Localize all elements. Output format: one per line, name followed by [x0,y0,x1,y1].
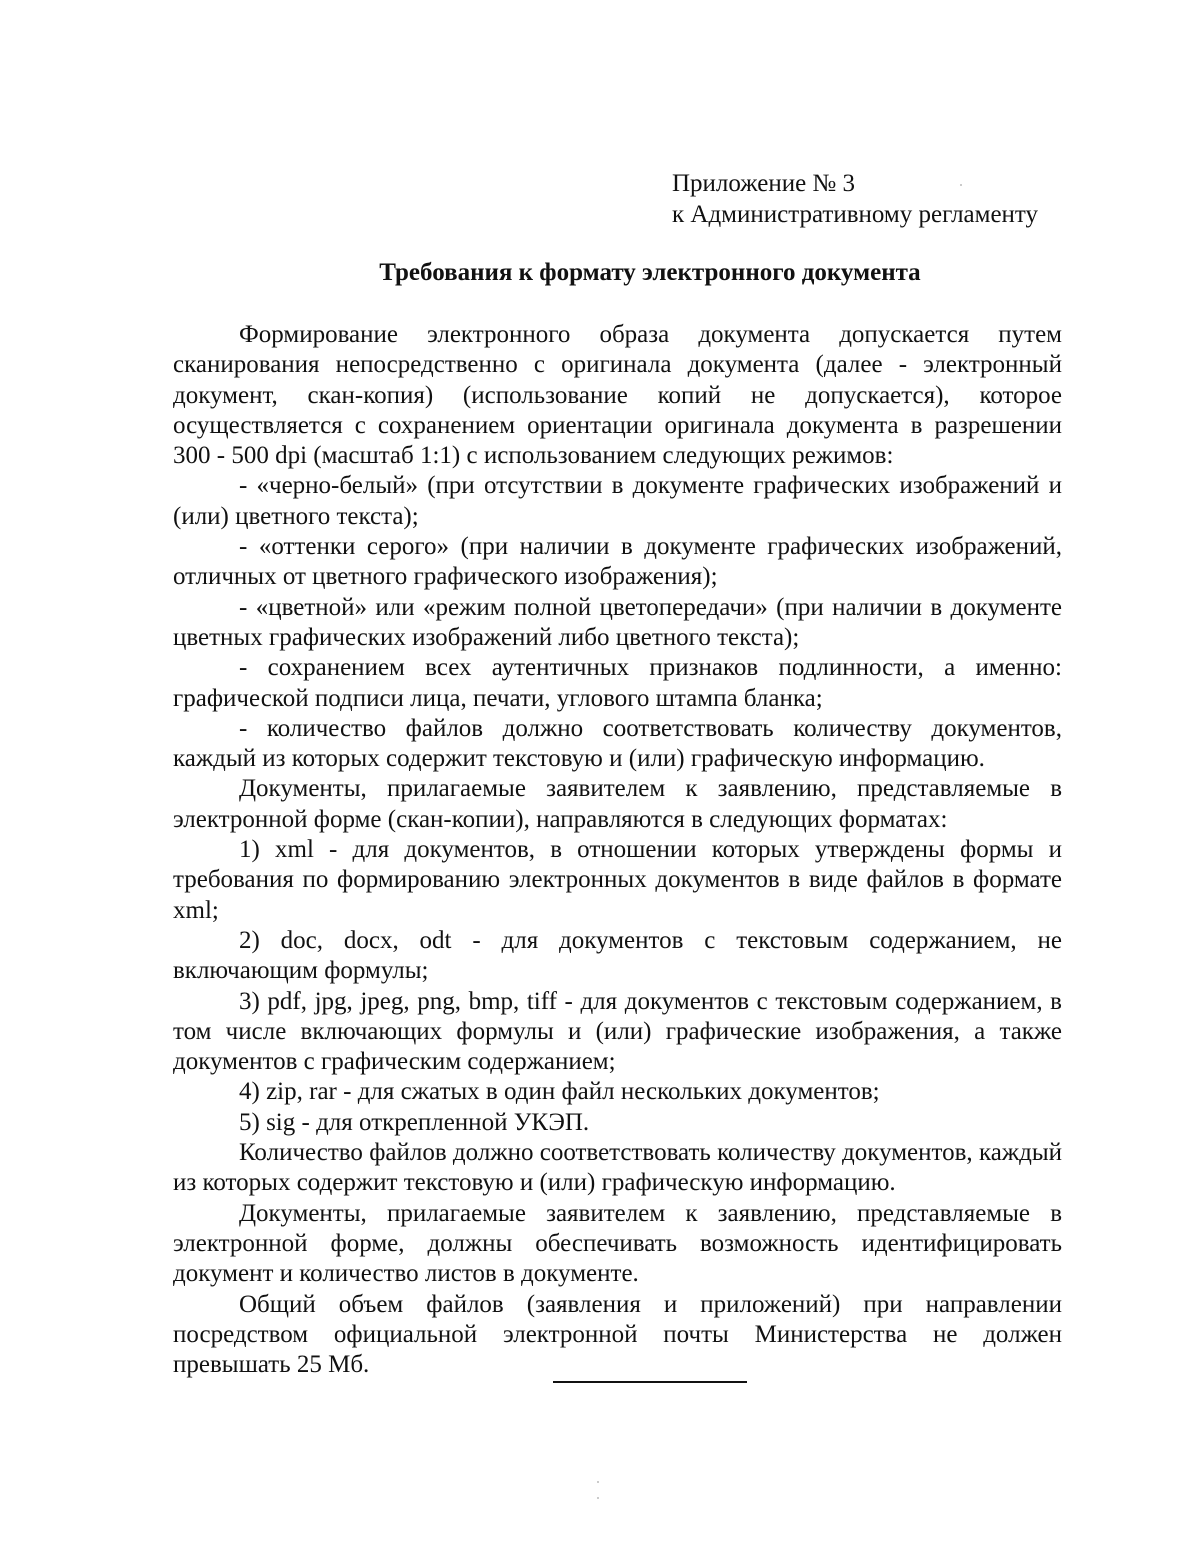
paragraph: - «цветной» или «режим полной цветопередачи» (при наличии в документе цветных графических изображений либо цветного текста); [173,593,1062,651]
paragraph: Общий объем файлов (заявления и приложений) при направлении посредством официальной электронной почты Министерства не должен превышать 25 Мб. [173,1290,1062,1379]
scan-speck [597,1481,599,1483]
paragraph: 5) sig - для открепленной УКЭП. [239,1108,590,1136]
paragraph: Документы, прилагаемые заявителем к заявлению, представляемые в электронной форме, должны обеспечивать возможность идентифицировать документ и количество листов в документе. [173,1199,1062,1288]
paragraph: Количество файлов должно соответствовать количеству документов, каждый из которых содержит текстовую и (или) графическую информацию. [173,1139,1062,1197]
paragraph: - количество файлов должно соответствовать количеству документов, каждый из которых содержит текстовую и (или) графическую информацию. [173,714,1062,773]
paragraph: 1) xml - для документов, в отношении которых утверждены формы и требования по формированию электронных документов в виде файлов в формате xml; [173,836,1062,924]
end-divider-line [553,1381,747,1383]
appendix-number: Приложение № 3 [672,170,856,197]
paragraph: 4) zip, rar - для сжатых в один файл нескольких документов; [239,1078,880,1106]
document-body [173,320,1062,1380]
document-title: Требования к формату электронного документа [379,259,921,286]
paragraph: - сохранением всех аутентичных признаков подлинности, а именно: графической подписи лица, печати, углового штампа бланка; [173,654,1062,712]
paragraph: 2) doc, docx, odt - для документов с текстовым содержанием, не включающим формулы; [173,926,1062,985]
scan-speck [960,184,962,186]
scan-speck [597,1497,599,1499]
paragraph: - «черно-белый» (при отсутствии в документе графических изображений и (или) цветного текста); [173,472,1062,530]
appendix-regulation: к Административному регламенту [672,201,1039,228]
paragraph: Документы, прилагаемые заявителем к заявлению, представляемые в электронной форме (скан-копии), направляются в следующих форматах: [173,775,1062,833]
paragraph: - «оттенки серого» (при наличии в документе графических изображений, отличных от цветного графического изображения); [173,533,1062,591]
paragraph: 3) pdf, jpg, jpeg, png, bmp, tiff - для документов с текстовым содержанием, в том числе включающих формулы и (или) графические изображения, а также документов с графическим содержанием; [173,987,1062,1076]
appendix-header [672,168,1038,230]
paragraph: Формирование электронного образа документа допускается путем сканирования непосредственно с оригинала документа (далее - электронный документ, скан-копия) (использование копий не допускается), которое осуществляется с сохранением ориентации оригинала документа в разрешении 300 - 500 dpi (масштаб 1:1) с использованием следующих режимов: [173,321,1062,470]
